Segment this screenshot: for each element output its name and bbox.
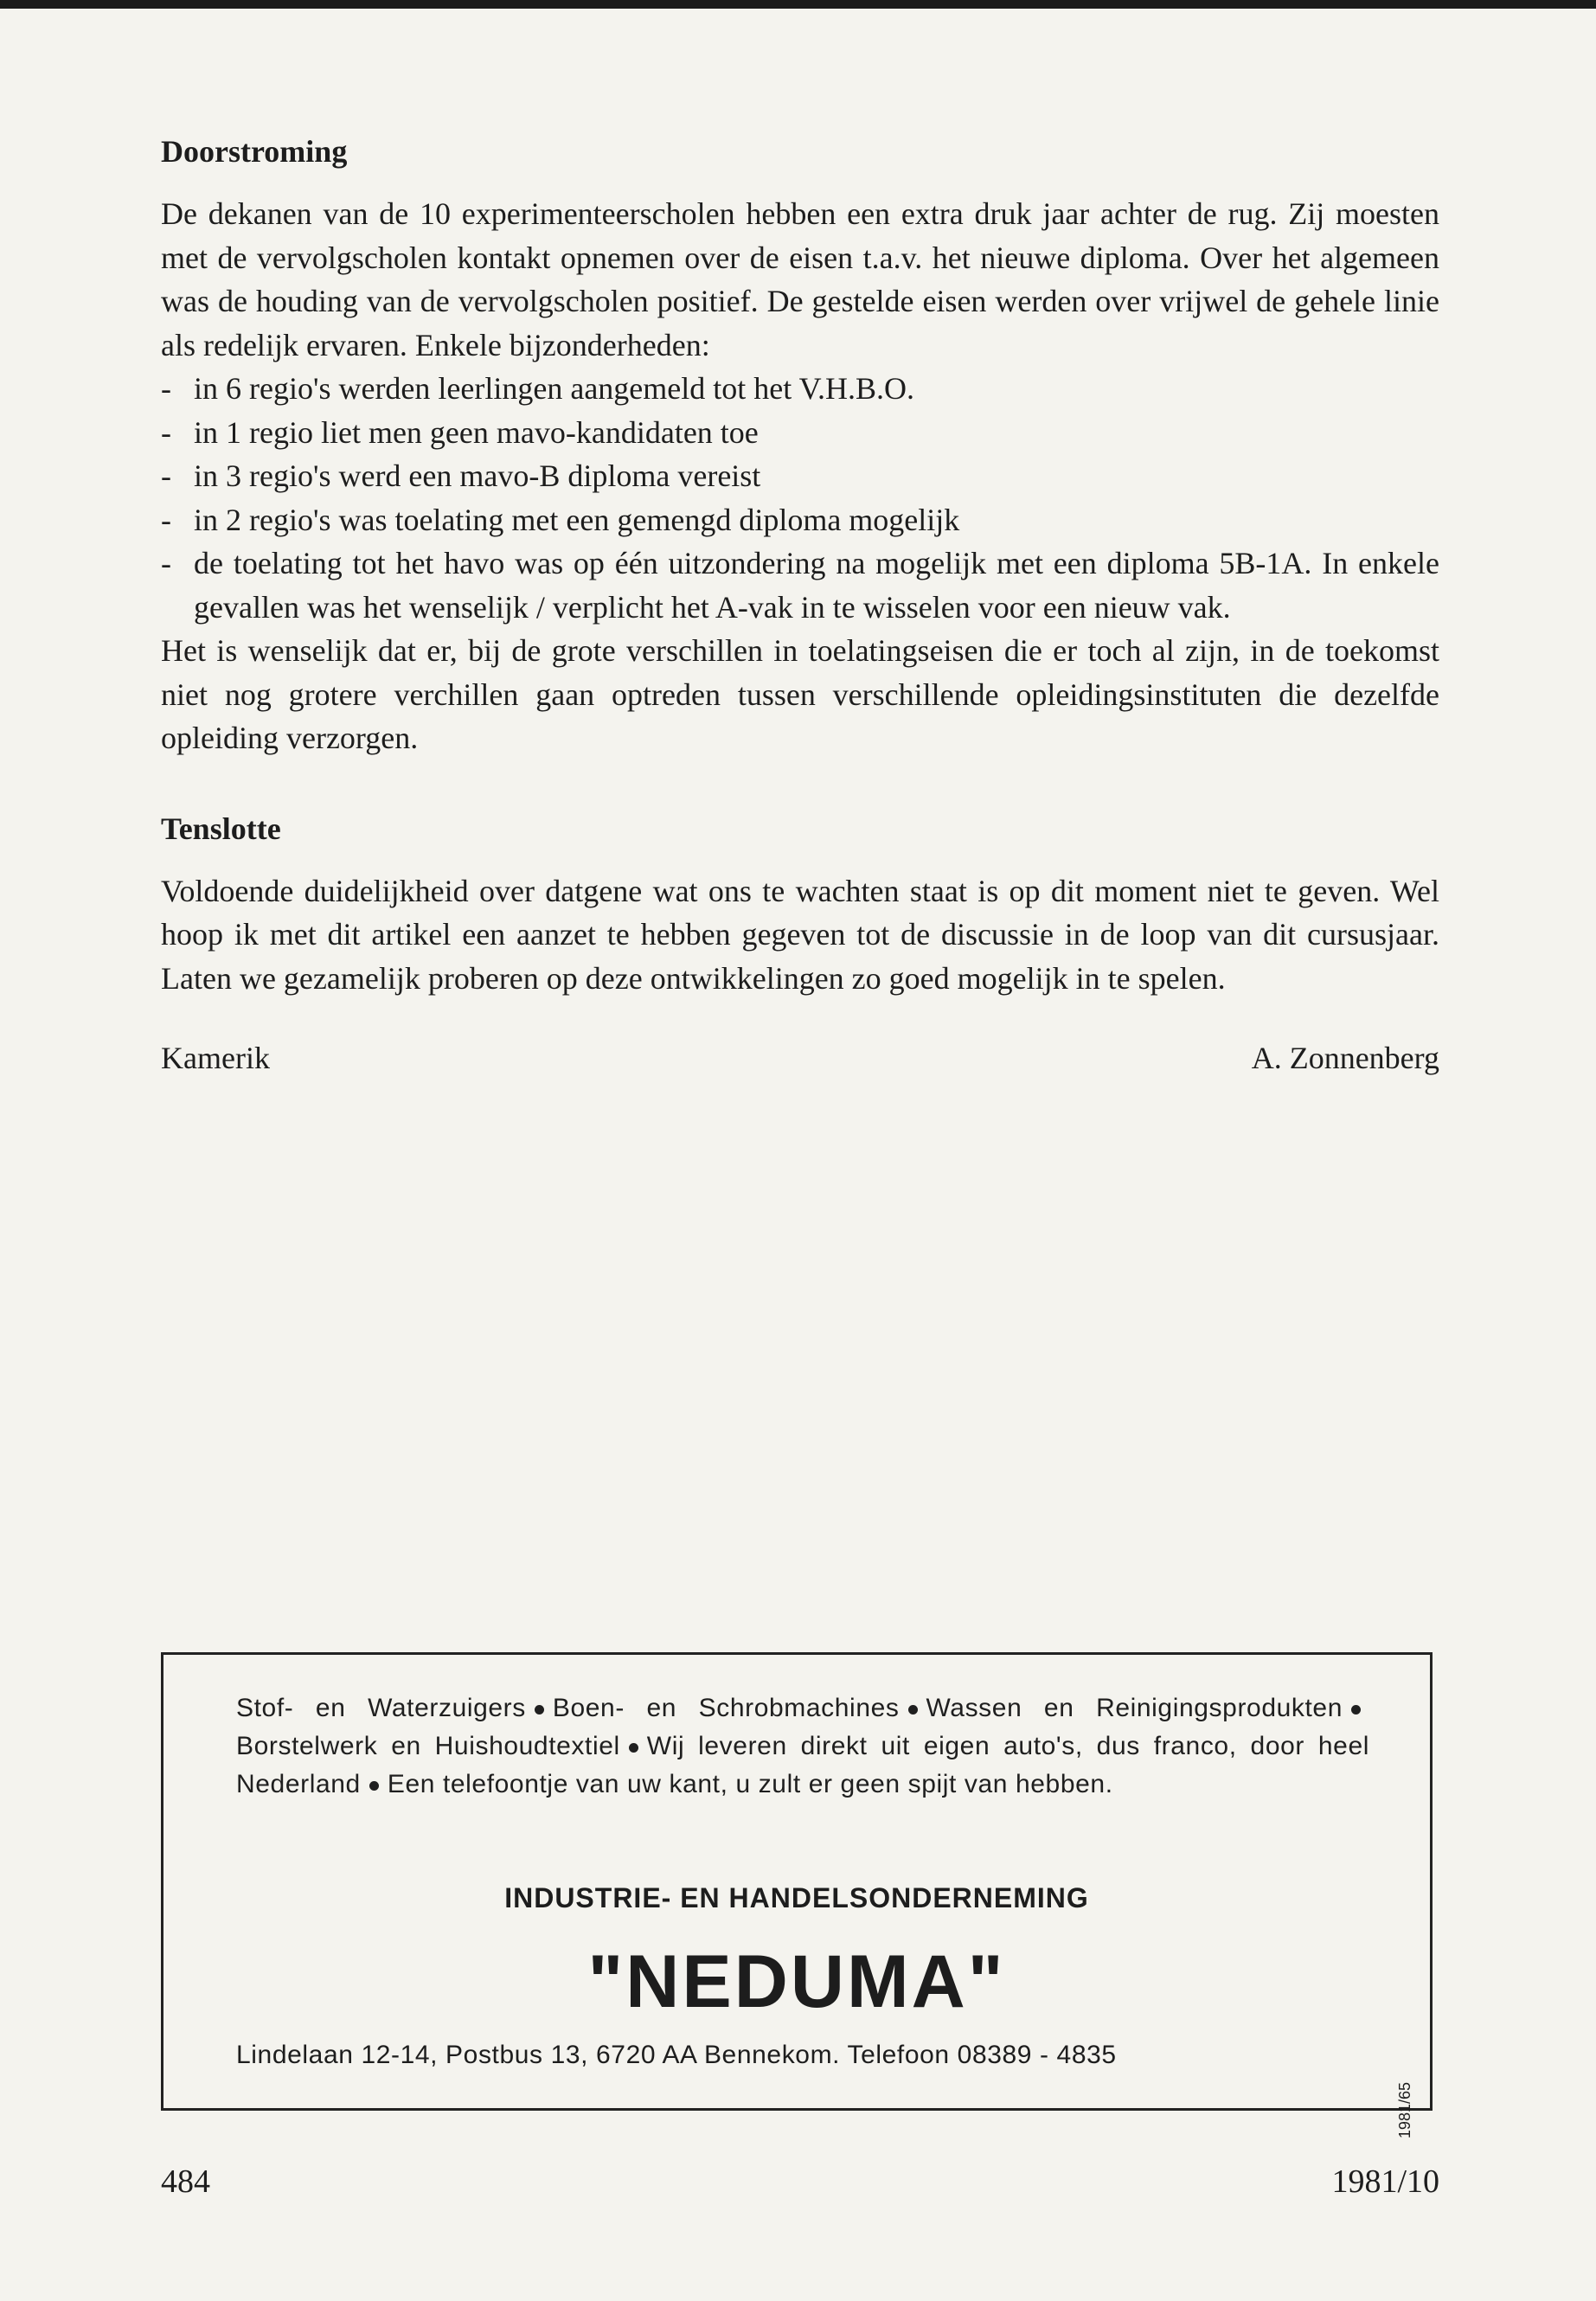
page-footer bbox=[161, 2160, 1439, 2203]
list-item: - in 3 regio's werd een mavo-B diploma vereist bbox=[161, 454, 1439, 498]
page-number: 484 bbox=[161, 2163, 210, 2200]
ad-company-type: INDUSTRIE- EN HANDELSONDERNEMING bbox=[504, 1882, 1089, 1913]
list-item: - de toelating tot het havo was op één uitzondering na mogelijk met een diploma 5B-1A. In enkele gevallen was het wenselijk / verplicht het A-vak in te wisselen voor een nieuw vak. bbox=[161, 542, 1439, 629]
ad-brand-name: "NEDUMA" bbox=[587, 1940, 1006, 2023]
ad-reference-code: 1981/65 bbox=[1396, 2082, 1413, 2139]
section-heading-tenslotte: Tenslotte bbox=[161, 811, 281, 846]
signature-author: A. Zonnenberg bbox=[1251, 1041, 1439, 1075]
bullet-icon bbox=[629, 1743, 638, 1753]
list-item: - in 1 regio liet men geen mavo-kandidaten toe bbox=[161, 411, 1439, 455]
dash-bullet: - bbox=[161, 546, 171, 580]
dash-bullet: - bbox=[161, 371, 171, 406]
intro-paragraph: De dekanen van de 10 experimenteerscholen hebben een extra druk jaar achter de rug. Zij moesten met de vervolgscholen kontakt opnemen over de eisen t.a.v. het nieuwe diploma. Over het algemeen was de houding van de vervolgscholen positief. De gestelde eisen werden over vrijwel de gehele linie als redelijk ervaren. Enkele bijzonderheden: bbox=[161, 196, 1439, 362]
closing-paragraph: Het is wenselijk dat er, bij de grote verschillen in toelatingseisen die er toch al zijn, in de toekomst niet nog grotere verchillen gaan optreden tussen verschillende opleidingsinstituten die dezelfde opleiding verzorgen. bbox=[161, 633, 1439, 755]
bullet-icon bbox=[535, 1705, 544, 1715]
bullet-icon bbox=[908, 1705, 918, 1715]
details-list bbox=[161, 367, 1439, 629]
ad-address: Lindelaan 12-14, Postbus 13, 6720 AA Bennekom. Telefoon 08389 - 4835 bbox=[236, 2041, 1117, 2069]
advertisement bbox=[161, 1652, 1433, 2139]
section-heading-doorstroming: Doorstroming bbox=[161, 134, 348, 169]
list-item: - in 2 regio's was toelating met een gemengd diploma mogelijk bbox=[161, 498, 1439, 542]
bullet-icon bbox=[369, 1781, 379, 1791]
dash-bullet: - bbox=[161, 502, 171, 537]
ad-description: Stof- en Waterzuigers Boen- en Schrobmachines Wassen en ReinigingsproduktenBorstelwerk en Huishoudtextiel Wij leveren direkt uit eigen auto's, dus franco, door heel Nederland Een telefoontje van uw kant, u zult er geen spijt van hebben. bbox=[236, 1694, 1369, 1798]
list-item: - in 6 regio's werden leerlingen aangemeld tot het V.H.B.O. bbox=[161, 367, 1439, 411]
top-border bbox=[0, 0, 1596, 9]
signature-row bbox=[161, 1036, 1439, 1080]
tenslotte-paragraph: Voldoende duidelijkheid over datgene wat ons te wachten staat is op dit moment niet te geven. Wel hoop ik met dit artikel een aanzet te hebben gegeven tot de discussie in de loop van dit cursusjaar. Laten we gezamelijk proberen op deze ontwikkelingen zo goed mogelijk in te spelen. bbox=[161, 873, 1439, 996]
signature-place: Kamerik bbox=[161, 1041, 270, 1075]
bullet-icon bbox=[1351, 1705, 1361, 1715]
article bbox=[161, 130, 1439, 1080]
dash-bullet: - bbox=[161, 458, 171, 493]
issue-number: 1981/10 bbox=[1331, 2163, 1439, 2200]
dash-bullet: - bbox=[161, 414, 171, 450]
